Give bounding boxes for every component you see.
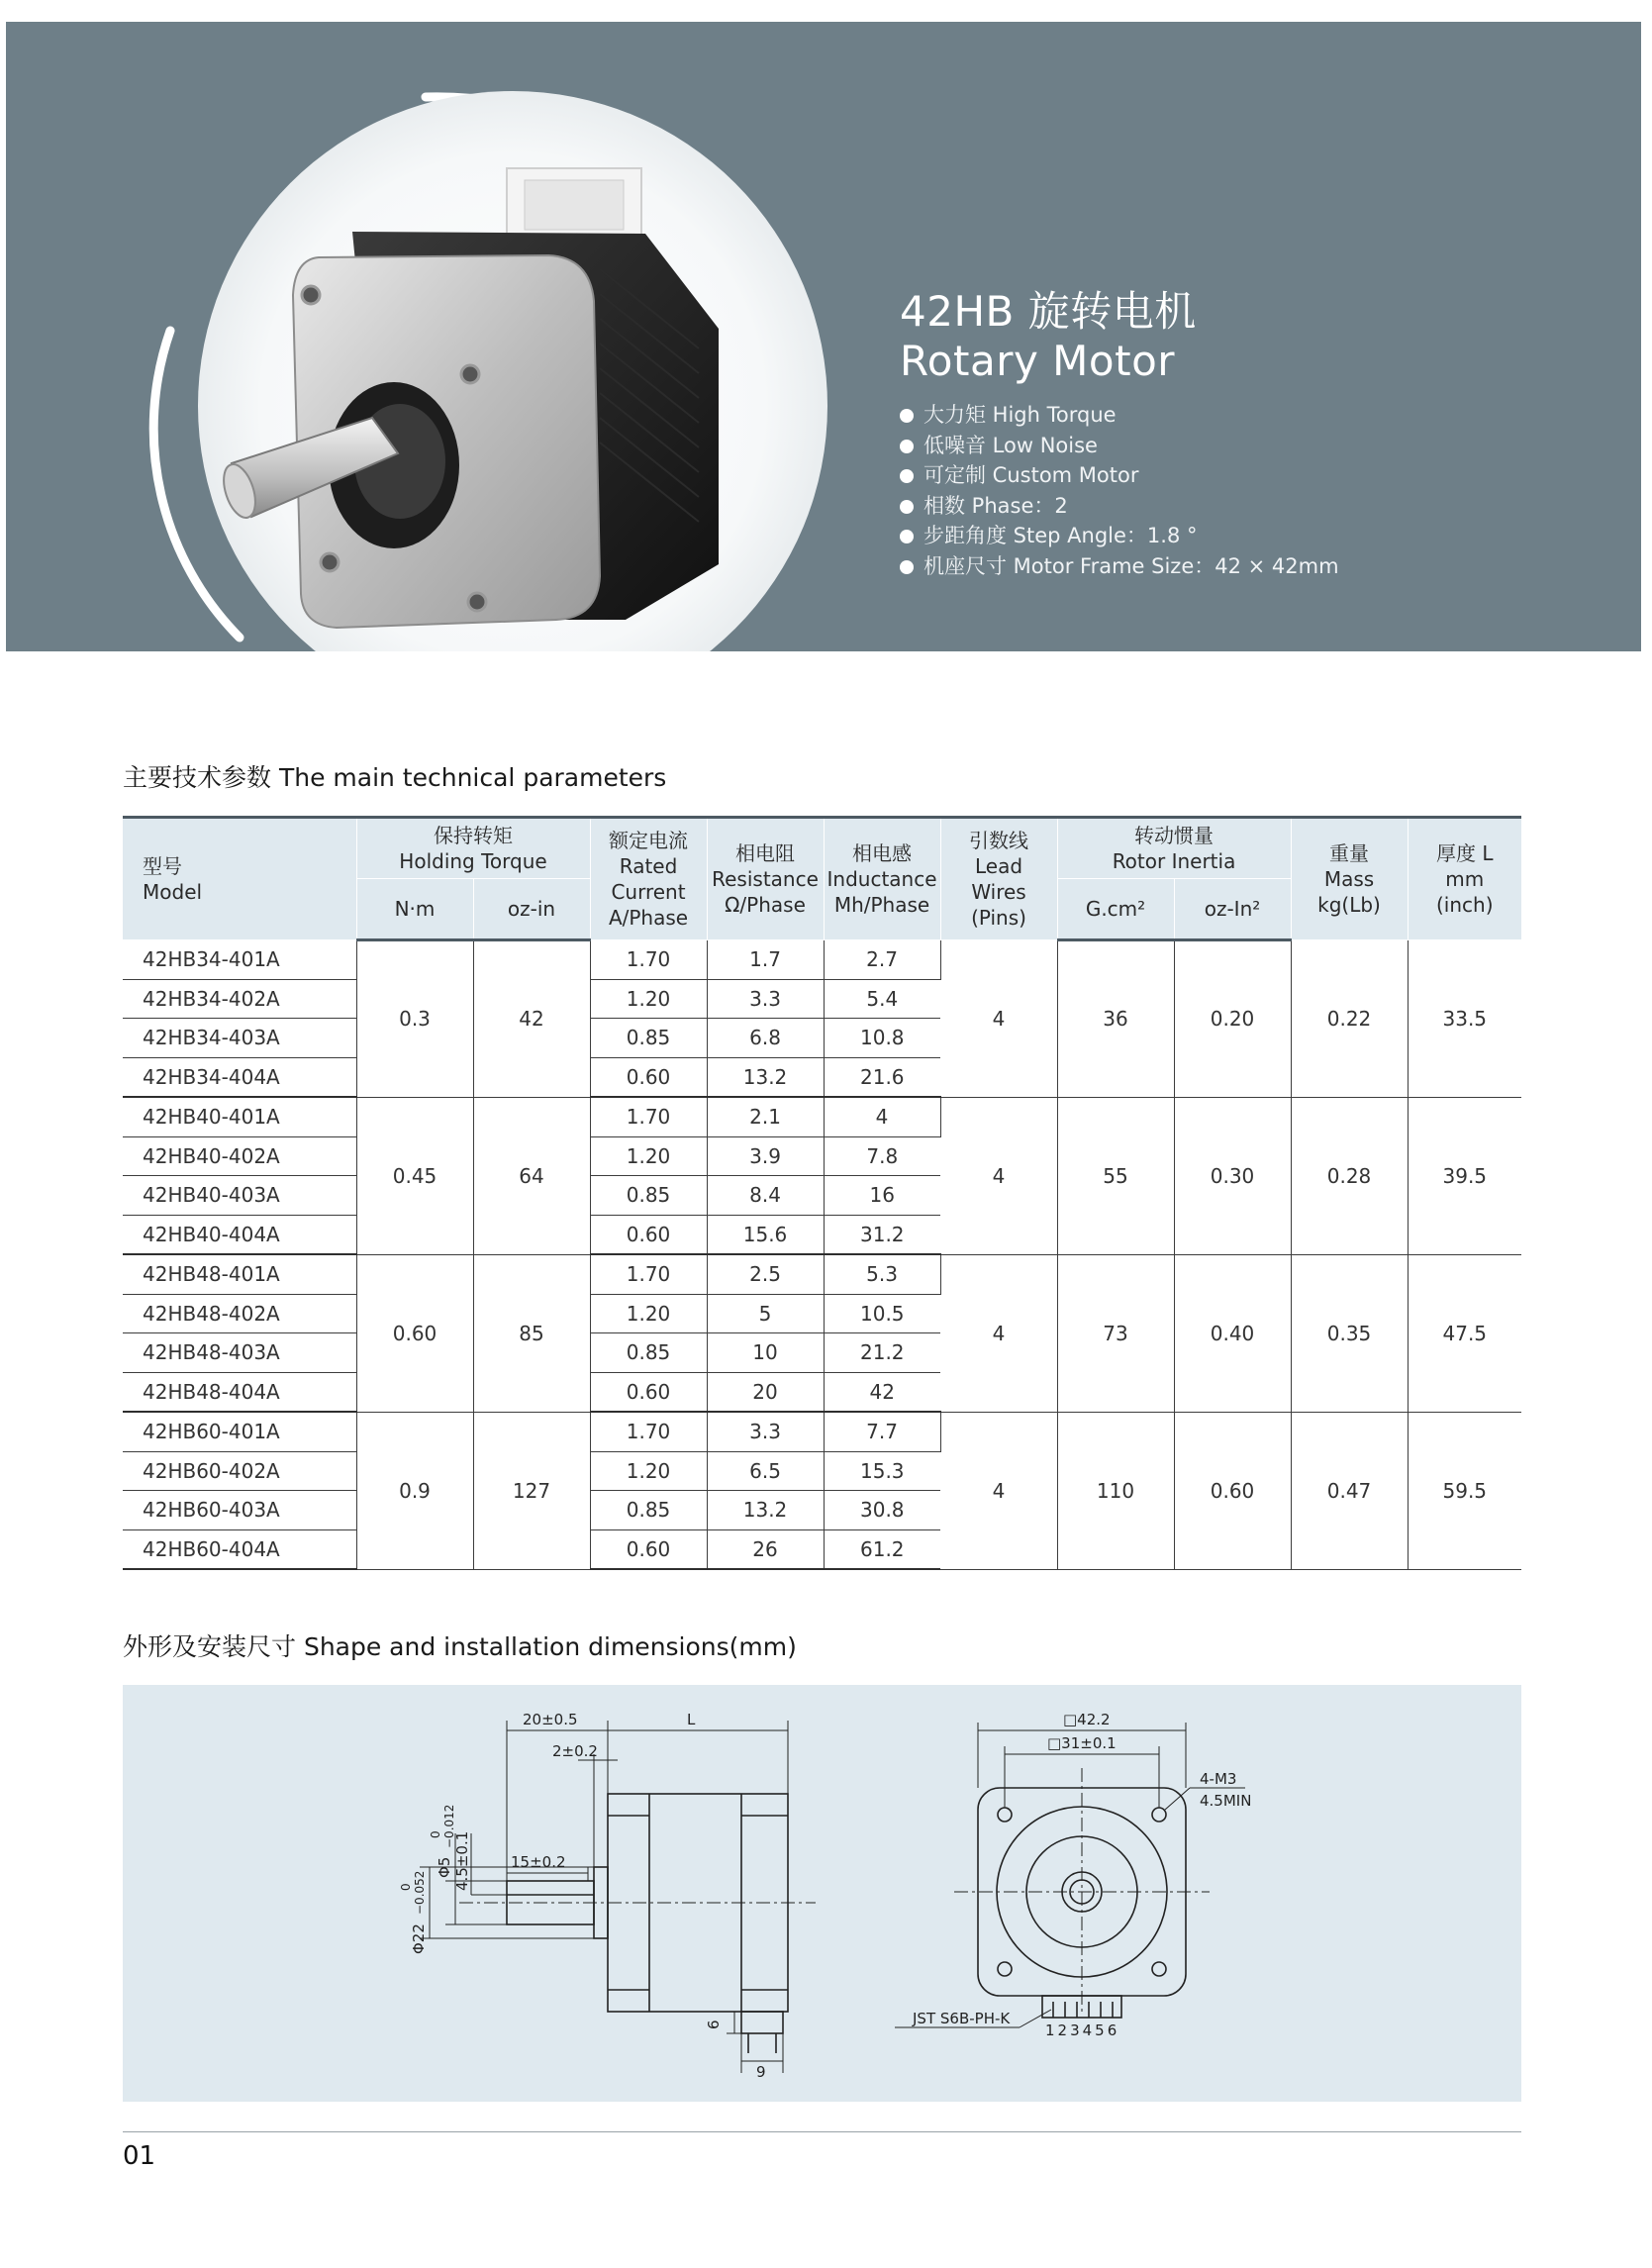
cell-mass: 0.47 [1291,1412,1408,1569]
cell-model: 42HB48-403A [123,1333,356,1373]
cell-resistance: 20 [707,1372,824,1412]
dim-connector-height: 6 [705,2020,723,2029]
cell-thickness: 59.5 [1408,1412,1521,1569]
cell-mass: 0.22 [1291,940,1408,1098]
cell-model: 42HB40-404A [123,1215,356,1254]
cell-inertia-oz: 0.60 [1174,1412,1291,1569]
cell-model: 42HB48-404A [123,1372,356,1412]
dims-section-title: 外形及安装尺寸 Shape and installation dimensions(mm) [123,1632,797,1661]
table-row [123,1097,1521,1136]
dim-body-length: L [687,1711,696,1728]
cell-current: 1.20 [590,1136,707,1176]
cell-current: 0.60 [590,1372,707,1412]
header-rotor-inertia: 转动惯量 Rotor Inertia [1057,818,1291,879]
cell-inertia-g: 110 [1057,1412,1174,1569]
dim-flat-length: 15±0.2 [511,1853,566,1871]
cell-inductance: 10.8 [824,1019,940,1058]
dim-connector-width: 9 [756,2063,766,2081]
dim-screw-depth: 4.5MIN [1200,1792,1252,1810]
mount-hole-icon [1152,1962,1166,1976]
bullet-icon [900,440,914,453]
spec-table [123,816,1521,1570]
cell-inductance: 21.6 [824,1057,940,1097]
cell-model: 42HB40-402A [123,1136,356,1176]
header-inertia-ozin2: oz-In² [1174,879,1291,940]
header-inductance: 相电感 Inductance Mh/Phase [824,818,940,940]
dim-pin-numbers: 123456 [1045,2021,1120,2039]
cell-current: 1.20 [590,1294,707,1333]
dim-shaft-dia: Φ5 [436,1856,453,1878]
product-title-cn: 42HB 旋转电机 [900,287,1197,336]
cell-current: 1.70 [590,1412,707,1451]
cell-resistance: 13.2 [707,1057,824,1097]
cell-inertia-g: 73 [1057,1254,1174,1412]
cell-current: 0.60 [590,1529,707,1569]
cell-current: 0.60 [590,1215,707,1254]
cell-inductance: 31.2 [824,1215,940,1254]
feature-item: 可定制 Custom Motor [900,460,1339,491]
cell-current: 0.85 [590,1176,707,1216]
cell-model: 42HB48-402A [123,1294,356,1333]
dim-flat-depth: 4.5±0.1 [453,1830,471,1891]
cell-torque-ozin: 127 [473,1412,590,1569]
header-torque-ozin: oz-in [473,879,590,940]
cell-torque-nm: 0.9 [356,1412,473,1569]
hero-banner [6,22,1641,651]
header-thickness: 厚度 L mm (inch) [1408,818,1521,940]
cell-torque-ozin: 42 [473,940,590,1098]
cell-inductance: 5.4 [824,979,940,1019]
dim-boss-tol-lower: −0.052 [413,1870,427,1915]
cell-model: 42HB34-403A [123,1019,356,1058]
feature-item: 步距角度 Step Angle：1.8 ° [900,521,1339,551]
cell-inertia-g: 36 [1057,940,1174,1098]
bullet-icon [900,530,914,543]
dim-frame-size: □42.2 [1063,1711,1111,1728]
cell-model: 42HB34-401A [123,940,356,980]
dimension-drawing [123,1685,1521,2102]
cell-resistance: 26 [707,1529,824,1569]
cell-model: 42HB40-401A [123,1097,356,1136]
cell-wires: 4 [940,1097,1057,1254]
cell-model: 42HB60-402A [123,1451,356,1491]
cell-resistance: 1.7 [707,940,824,980]
cell-current: 1.70 [590,1097,707,1136]
table-row [123,1254,1521,1294]
cell-mass: 0.28 [1291,1097,1408,1254]
cell-inductance: 7.8 [824,1136,940,1176]
dim-boss-dia: Φ22 [410,1923,428,1954]
cell-inductance: 4 [824,1097,940,1136]
cell-current: 0.85 [590,1019,707,1058]
mount-hole-icon [1152,1808,1166,1822]
cell-model: 42HB48-401A [123,1254,356,1294]
dimension-drawing-svg [123,1685,1521,2102]
cell-thickness: 47.5 [1408,1254,1521,1412]
dim-shaft-length: 20±0.5 [523,1711,578,1728]
cell-wires: 4 [940,1412,1057,1569]
feature-list [900,400,1339,581]
cell-wires: 4 [940,1254,1057,1412]
cell-current: 0.60 [590,1057,707,1097]
cell-thickness: 39.5 [1408,1097,1521,1254]
cell-torque-nm: 0.60 [356,1254,473,1412]
cell-model: 42HB34-402A [123,979,356,1019]
dim-shaft-tol-lower: −0.012 [442,1804,456,1848]
cell-thickness: 33.5 [1408,940,1521,1098]
cell-current: 1.70 [590,940,707,980]
header-model: 型号 Model [123,818,356,940]
cell-resistance: 5 [707,1294,824,1333]
dim-shaft-tol-upper: 0 [429,1830,442,1838]
cell-resistance: 13.2 [707,1491,824,1530]
product-title-en: Rotary Motor [900,337,1176,385]
feature-item: 机座尺寸 Motor Frame Size：42 × 42mm [900,551,1339,582]
cell-model: 42HB40-403A [123,1176,356,1216]
header-rated-current: 额定电流 Rated Current A/Phase [590,818,707,940]
cell-resistance: 8.4 [707,1176,824,1216]
cell-resistance: 10 [707,1333,824,1373]
header-torque-nm: N·m [356,879,473,940]
page-number: 01 [123,2141,156,2171]
cell-current: 0.85 [590,1333,707,1373]
motor-product-illustration [6,22,1641,651]
cell-model: 42HB60-403A [123,1491,356,1530]
cell-resistance: 15.6 [707,1215,824,1254]
params-section-title: 主要技术参数 The main technical parameters [123,763,667,792]
table-row [123,940,1521,980]
cell-inductance: 42 [824,1372,940,1412]
header-resistance: 相电阻 Resistance Ω/Phase [707,818,824,940]
cell-wires: 4 [940,940,1057,1098]
side-connector [741,2012,783,2033]
cell-mass: 0.35 [1291,1254,1408,1412]
cell-inductance: 30.8 [824,1491,940,1530]
cell-inductance: 61.2 [824,1529,940,1569]
cell-torque-nm: 0.45 [356,1097,473,1254]
cell-model: 42HB60-404A [123,1529,356,1569]
cell-resistance: 3.3 [707,1412,824,1451]
cell-inertia-oz: 0.20 [1174,940,1291,1098]
bullet-icon [900,469,914,483]
cell-current: 1.20 [590,1451,707,1491]
screw-icon [302,286,320,304]
bullet-icon [900,409,914,423]
screw-icon [461,365,479,383]
dim-connector-model: JST S6B-PH-K [913,2010,1011,2027]
cell-torque-ozin: 64 [473,1097,590,1254]
cell-resistance: 2.5 [707,1254,824,1294]
cell-resistance: 2.1 [707,1097,824,1136]
cell-inductance: 5.3 [824,1254,940,1294]
header-lead-wires: 引数线 Lead Wires (Pins) [940,818,1057,940]
bullet-icon [900,500,914,514]
header-inertia-gcm2: G.cm² [1057,879,1174,940]
dim-boss-tol-upper: 0 [399,1883,413,1891]
header-mass: 重量 Mass kg(Lb) [1291,818,1408,940]
table-row [123,1412,1521,1451]
bullet-icon [900,560,914,574]
cell-inductance: 7.7 [824,1412,940,1451]
cell-inertia-oz: 0.30 [1174,1097,1291,1254]
cell-current: 1.70 [590,1254,707,1294]
footer-divider [123,2131,1521,2132]
dim-boss-height: 2±0.2 [552,1742,598,1760]
cell-inductance: 21.2 [824,1333,940,1373]
cell-model: 42HB34-404A [123,1057,356,1097]
hero-text-block [900,287,1339,581]
feature-item: 相数 Phase：2 [900,491,1339,522]
cell-resistance: 6.8 [707,1019,824,1058]
cell-inertia-g: 55 [1057,1097,1174,1254]
cell-current: 1.20 [590,979,707,1019]
cell-current: 0.85 [590,1491,707,1530]
screw-icon [468,593,486,611]
mount-hole-icon [998,1808,1012,1822]
cell-resistance: 3.9 [707,1136,824,1176]
cell-resistance: 6.5 [707,1451,824,1491]
feature-item: 低噪音 Low Noise [900,431,1339,461]
feature-item: 大力矩 High Torque [900,400,1339,431]
cell-inductance: 2.7 [824,940,940,980]
cell-inductance: 10.5 [824,1294,940,1333]
cell-inductance: 15.3 [824,1451,940,1491]
cell-torque-nm: 0.3 [356,940,473,1098]
dim-hole-pitch: □31±0.1 [1047,1734,1117,1752]
product-title [900,287,1339,386]
cell-inertia-oz: 0.40 [1174,1254,1291,1412]
mount-hole-icon [998,1962,1012,1976]
cell-model: 42HB60-401A [123,1412,356,1451]
header-holding-torque: 保持转矩 Holding Torque [356,818,590,879]
cell-inductance: 16 [824,1176,940,1216]
cell-resistance: 3.3 [707,979,824,1019]
dim-screw-spec: 4-M3 [1200,1770,1237,1788]
cell-torque-ozin: 85 [473,1254,590,1412]
screw-icon [321,553,339,571]
